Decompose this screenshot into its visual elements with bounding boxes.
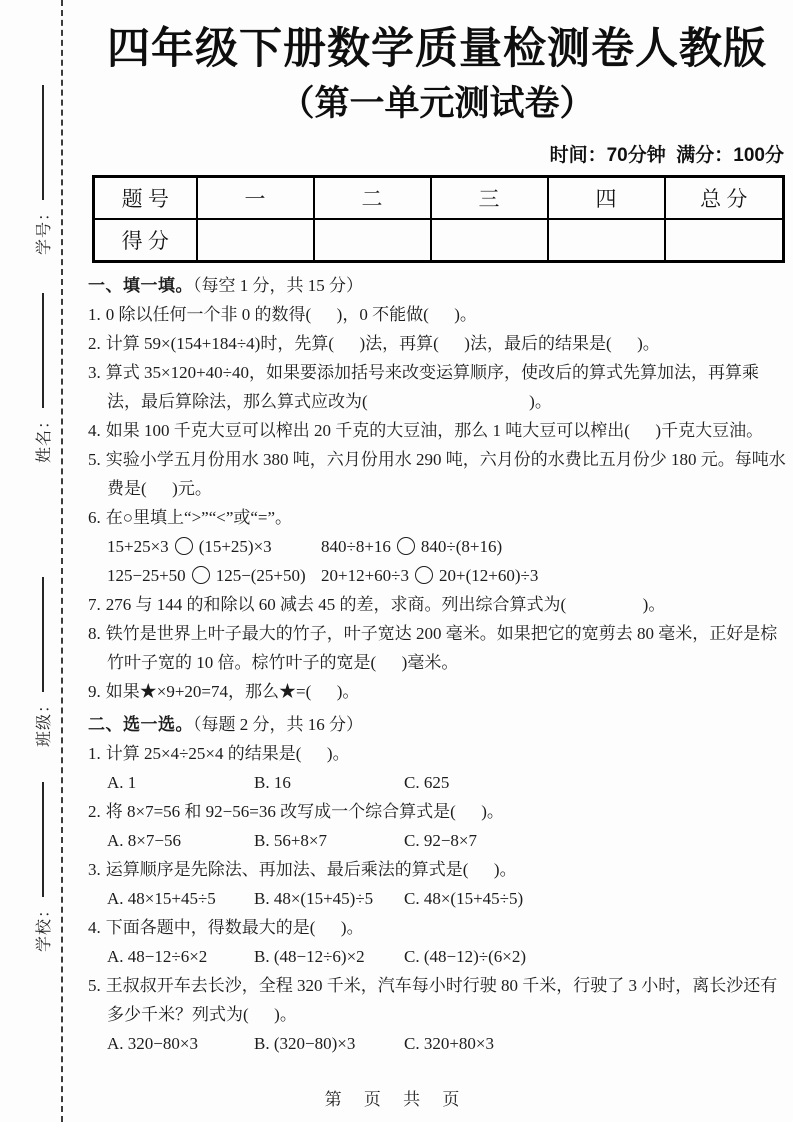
question-number: 4. [88, 918, 101, 937]
question-text: 运算顺序是先除法、再加法、最后乘法的算式是( )。 [105, 860, 517, 879]
question-s1-2 [88, 329, 786, 358]
option-a: A. 8×7−56 [107, 831, 181, 850]
page-title: 四年级下册数学质量检测卷人教版 [107, 25, 767, 73]
section2-heading-title: 二、选一选。 [88, 715, 193, 734]
option-b: B. (48−12÷6)×2 [254, 947, 365, 966]
question-number: 3. [88, 363, 101, 382]
question-s1-3 [88, 358, 786, 416]
score-cell [548, 219, 665, 262]
comparison-row [107, 561, 786, 590]
question-s1-1 [88, 300, 786, 329]
option-b: B. 48×(15+45)÷5 [254, 889, 374, 908]
score-col-label: 总 分 [665, 177, 784, 220]
question-number: 5. [88, 976, 101, 995]
question-text: 王叔叔开车去长沙，全程 320 千米，汽车每小时行驶 80 千米，行驶了 3 小时，离长沙还有多少千米？列式为( )。 [105, 976, 778, 1024]
option-c: C. 48×(15+45÷5) [404, 889, 524, 908]
expression-right: 125−(25+50) [215, 566, 306, 585]
options-row [107, 768, 786, 797]
question-text: 算式 35×120+40÷40，如果要添加括号来改变运算顺序，使改后的算式先算加法，再算乘法，最后算除法，那么算式应改为( )。 [105, 363, 760, 411]
student-class-label: 班级： [35, 695, 53, 747]
score-table-corner-label: 题 号 [94, 177, 197, 220]
question-s2-5 [88, 971, 786, 1029]
question-text: 将 8×7=56 和 92−56=36 改写成一个综合算式是( )。 [105, 802, 504, 821]
score-col-label: 三 [431, 177, 548, 220]
expression-right: 20+(12+60)÷3 [439, 566, 539, 585]
question-number: 6. [88, 508, 101, 527]
question-text: 0 除以任何一个非 0 的数得( )，0 不能做( )。 [105, 305, 477, 324]
question-number: 1. [88, 305, 101, 324]
question-number: 1. [88, 744, 101, 763]
student-school-label: 学校： [35, 900, 53, 952]
expression-left: 15+25×3 [107, 537, 169, 556]
option-c: C. (48−12)÷(6×2) [404, 947, 526, 966]
section-multiple-choice [88, 710, 786, 1058]
score-cell [665, 219, 784, 262]
comparison-item [321, 532, 786, 561]
score-cell [431, 219, 548, 262]
question-number: 8. [88, 624, 101, 643]
question-text: 276 与 144 的和除以 60 减去 45 的差，求商。列出综合算式为( )。 [105, 595, 666, 614]
section1-heading-note: （每空 1 分，共 15 分） [193, 276, 363, 295]
compare-circle-blank [175, 537, 193, 555]
comparison-item [107, 532, 321, 561]
question-s1-6 [88, 503, 786, 532]
comparison-item [321, 561, 786, 590]
option-a: A. 48×15+45÷5 [107, 889, 216, 908]
expression-right: 840÷(8+16) [420, 537, 503, 556]
question-s2-2 [88, 797, 786, 826]
expression-left: 125−25+50 [107, 566, 186, 585]
compare-circle-blank [397, 537, 415, 555]
question-text: 如果 100 千克大豆可以榨出 20 千克的大豆油，那么 1 吨大豆可以榨出( )千克大豆油。 [105, 421, 764, 440]
question-number: 7. [88, 595, 101, 614]
expression-left: 840÷8+16 [321, 537, 391, 556]
section1-heading-title: 一、填一填。 [88, 276, 193, 295]
options-row [107, 884, 786, 913]
option-b: B. 16 [254, 773, 291, 792]
question-number: 2. [88, 334, 101, 353]
question-number: 5. [88, 450, 101, 469]
options-row [107, 826, 786, 855]
binding-dashed-line [61, 0, 63, 1122]
question-text: 在○里填上“>”“<”或“=”。 [105, 508, 293, 527]
question-s1-7 [88, 590, 786, 619]
score-table-header-row [94, 177, 784, 220]
page-footer: 第 页 共 页 [324, 1090, 469, 1109]
score-col-label: 一 [197, 177, 314, 220]
comparison-grid [107, 532, 786, 590]
option-c: C. 625 [404, 773, 450, 792]
student-class-field [32, 577, 52, 747]
write-line [42, 85, 44, 200]
compare-circle-blank [192, 566, 210, 584]
section-fill-in [88, 271, 786, 706]
score-col-label: 四 [548, 177, 665, 220]
section2-heading-note: （每题 2 分，共 16 分） [193, 715, 363, 734]
option-a: A. 320−80×3 [107, 1034, 198, 1053]
paper-content [88, 0, 786, 1058]
option-a: A. 1 [107, 773, 137, 792]
page-subtitle: （第一单元测试卷） [279, 84, 595, 123]
question-s1-4 [88, 416, 786, 445]
question-text: 铁竹是世界上叶子最大的竹子，叶子宽达 200 毫米。如果把它的宽剪去 80 毫米，正好是棕竹叶子宽的 10 倍。棕竹叶子的宽是( )毫米。 [105, 624, 778, 672]
question-s2-3 [88, 855, 786, 884]
question-text: 计算 25×4÷25×4 的结果是( )。 [105, 744, 350, 763]
options-row [107, 1029, 786, 1058]
question-s2-4 [88, 913, 786, 942]
compare-circle-blank [415, 566, 433, 584]
question-number: 2. [88, 802, 101, 821]
option-b: B. (320−80)×3 [254, 1034, 356, 1053]
student-name-field [32, 293, 52, 463]
question-text: 如果★×9+20=74，那么★=( )。 [105, 682, 360, 701]
score-col-label: 二 [314, 177, 431, 220]
section2-heading [88, 710, 786, 739]
write-line [42, 577, 44, 692]
option-c: C. 92−8×7 [404, 831, 478, 850]
question-number: 4. [88, 421, 101, 440]
score-row-label: 得 分 [94, 219, 197, 262]
student-id-label: 学号： [35, 203, 53, 255]
section1-heading [88, 271, 786, 300]
question-s1-8 [88, 619, 786, 677]
student-id-field [32, 85, 52, 255]
option-c: C. 320+80×3 [404, 1034, 495, 1053]
option-b: B. 56+8×7 [254, 831, 328, 850]
write-line [42, 782, 44, 897]
write-line [42, 293, 44, 408]
expression-right: (15+25)×3 [198, 537, 272, 556]
score-table-score-row [94, 219, 784, 262]
question-text: 下面各题中，得数最大的是( )。 [105, 918, 364, 937]
score-table [92, 175, 785, 263]
options-row [107, 942, 786, 971]
expression-left: 20+12+60÷3 [321, 566, 410, 585]
score-cell [197, 219, 314, 262]
question-s2-1 [88, 739, 786, 768]
exam-time-score-note: 时间：70分钟 满分：100分 [549, 145, 784, 166]
question-number: 9. [88, 682, 101, 701]
question-s1-5 [88, 445, 786, 503]
question-text: 实验小学五月份用水 380 吨，六月份用水 290 吨，六月份的水费比五月份少 180 元。每吨水费是( )元。 [105, 450, 786, 498]
comparison-row [107, 532, 786, 561]
option-a: A. 48−12÷6×2 [107, 947, 208, 966]
score-cell [314, 219, 431, 262]
question-s1-9 [88, 677, 786, 706]
question-text: 计算 59×(154+184÷4)时，先算( )法，再算( )法，最后的结果是( )。 [105, 334, 660, 353]
student-school-field [32, 782, 52, 952]
question-number: 3. [88, 860, 101, 879]
comparison-item [107, 561, 321, 590]
student-name-label: 姓名： [35, 411, 53, 463]
